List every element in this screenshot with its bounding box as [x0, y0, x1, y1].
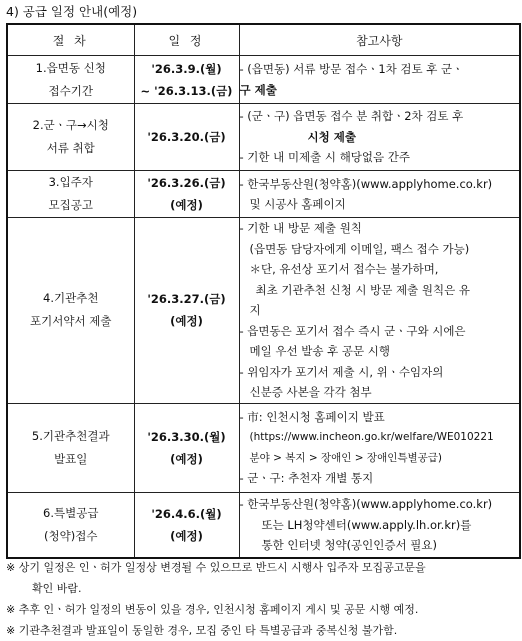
step-text: 2.군ㆍ구→시청	[32, 118, 109, 132]
notes-section	[6, 557, 516, 641]
reference-text: - 기한 내 방문 제출 원칙	[239, 221, 362, 235]
step-text: 3.입주자	[48, 175, 93, 189]
step-cell	[7, 218, 134, 404]
note-text: ※ 기관추천결과 발표일이 동일한 경우, 모집 중인 타 특별공급과 중복신청 불가함.	[6, 624, 398, 637]
reference-cell	[239, 171, 520, 218]
reference-text: - (군ㆍ구) 읍면동 접수 분 취합ㆍ2차 검토 후	[239, 109, 464, 124]
step-cell	[7, 492, 134, 558]
reference-text: 분야 > 복지 > 장애인 > 장애인특별공급)	[249, 451, 443, 464]
reference-text: 신분증 사본을 각각 첨부	[249, 385, 372, 399]
reference-text: - (읍면동) 서류 방문 접수ㆍ1차 검토 후 군ㆍ	[239, 62, 464, 76]
step-cell	[7, 104, 134, 171]
date-cell	[134, 218, 239, 404]
reference-text: - 읍면동은 포기서 접수 즉시 군ㆍ구와 시에은	[239, 323, 466, 338]
reference-cell	[239, 492, 520, 558]
note-text: ※ 추후 인ㆍ허가 일정의 변동이 있을 경우, 인천시청 홈페이지 게시 및 공문 시행 예정.	[6, 603, 419, 616]
step-text: 모집공고	[48, 198, 93, 212]
section-heading: 4) 공급 일정 안내(예정)	[6, 4, 138, 19]
date-text: (예정)	[170, 451, 203, 466]
note-text: ※ 상기 일정은 인ㆍ허가 일정상 변경될 수 있으므로 반드시 시행사 입주자 모집공고문을	[6, 561, 426, 574]
step-text: 발표일	[54, 451, 88, 466]
date-cell	[134, 104, 239, 171]
step-text: 1.읍면동 신청	[35, 60, 106, 75]
reference-text: - 위임자가 포기서 제출 시, 위ㆍ수임자의	[239, 364, 444, 379]
reference-text: 및 시공사 홈페이지	[249, 197, 346, 211]
reference-text: ＊단, 유선상 포기서 접수는 불가하며,	[249, 262, 439, 276]
step-cell	[7, 56, 134, 104]
date-cell	[134, 171, 239, 218]
note-item	[6, 599, 516, 620]
step-text: 6.특별공급	[43, 505, 99, 520]
reference-text: - 군ㆍ구: 추천자 개별 통지	[239, 471, 374, 485]
step-text: 4.기관추천	[43, 291, 99, 306]
date-text: (예정)	[170, 198, 203, 212]
reference-text: - 市: 인천시청 홈페이지 발표	[239, 409, 385, 424]
step-cell	[7, 403, 134, 492]
step-text: 서류 취합	[46, 141, 95, 155]
reference-text: 또는 LH청약센터(www.apply.lh.or.kr)를	[261, 517, 472, 532]
step-text: 접수기간	[48, 83, 93, 98]
header-step: 절 차	[7, 24, 134, 56]
schedule-table	[6, 23, 521, 559]
reference-text: 최초 기관추천 신청 시 방문 제출 원칙은 유	[255, 282, 470, 297]
date-text: '26.3.9.(월)	[151, 61, 222, 76]
reference-text: - 기한 내 미제출 시 해당없음 간주	[239, 150, 410, 165]
note-text: 확인 바람.	[32, 582, 82, 595]
date-text: '26.3.27.(금)	[147, 292, 226, 307]
step-text: 5.기관추천결과	[31, 428, 110, 443]
table-row	[7, 218, 520, 404]
header-date: 일 정	[134, 24, 239, 56]
date-text: '26.4.6.(월)	[151, 506, 222, 521]
table-row	[7, 104, 520, 171]
table-header-row	[7, 24, 520, 56]
reference-text: 시청 제출	[307, 129, 356, 144]
step-text: 포기서약서 제출	[30, 314, 112, 329]
date-cell	[134, 403, 239, 492]
date-text: '26.3.30.(월)	[147, 429, 226, 444]
date-text: '26.3.26.(금)	[147, 176, 226, 190]
table-row	[7, 403, 520, 492]
reference-text: (읍면동 담당자에게 이메일, 팩스 접수 가능)	[249, 241, 470, 256]
reference-cell	[239, 218, 520, 404]
table-row	[7, 56, 520, 104]
note-item	[6, 557, 516, 599]
reference-text: - 한국부동산원(청약홈)(www.applyhome.co.kr)	[239, 176, 493, 191]
reference-text: 메일 우선 발송 후 공문 시행	[249, 344, 390, 358]
reference-cell	[239, 56, 520, 104]
date-text: (예정)	[170, 528, 203, 543]
step-text: (청약)접수	[44, 528, 98, 543]
header-reference: 참고사항	[239, 24, 520, 56]
reference-cell	[239, 403, 520, 492]
reference-text: 구 제출	[239, 82, 277, 97]
reference-text: 지	[249, 303, 261, 317]
reference-text: 통한 인터넷 청약(공인인증서 필요)	[261, 538, 437, 552]
reference-text: - 한국부동산원(청약홈)(www.applyhome.co.kr)	[239, 497, 493, 511]
date-cell	[134, 56, 239, 104]
date-text: ~ '26.3.13.(금)	[140, 83, 233, 98]
step-cell	[7, 171, 134, 218]
date-text: (예정)	[170, 314, 203, 329]
table-row	[7, 171, 520, 218]
table-row	[7, 492, 520, 558]
date-cell	[134, 492, 239, 558]
reference-text: (https://www.incheon.go.kr/welfare/WE010221	[249, 431, 494, 443]
date-text: '26.3.20.(금)	[147, 130, 226, 144]
reference-cell	[239, 104, 520, 171]
